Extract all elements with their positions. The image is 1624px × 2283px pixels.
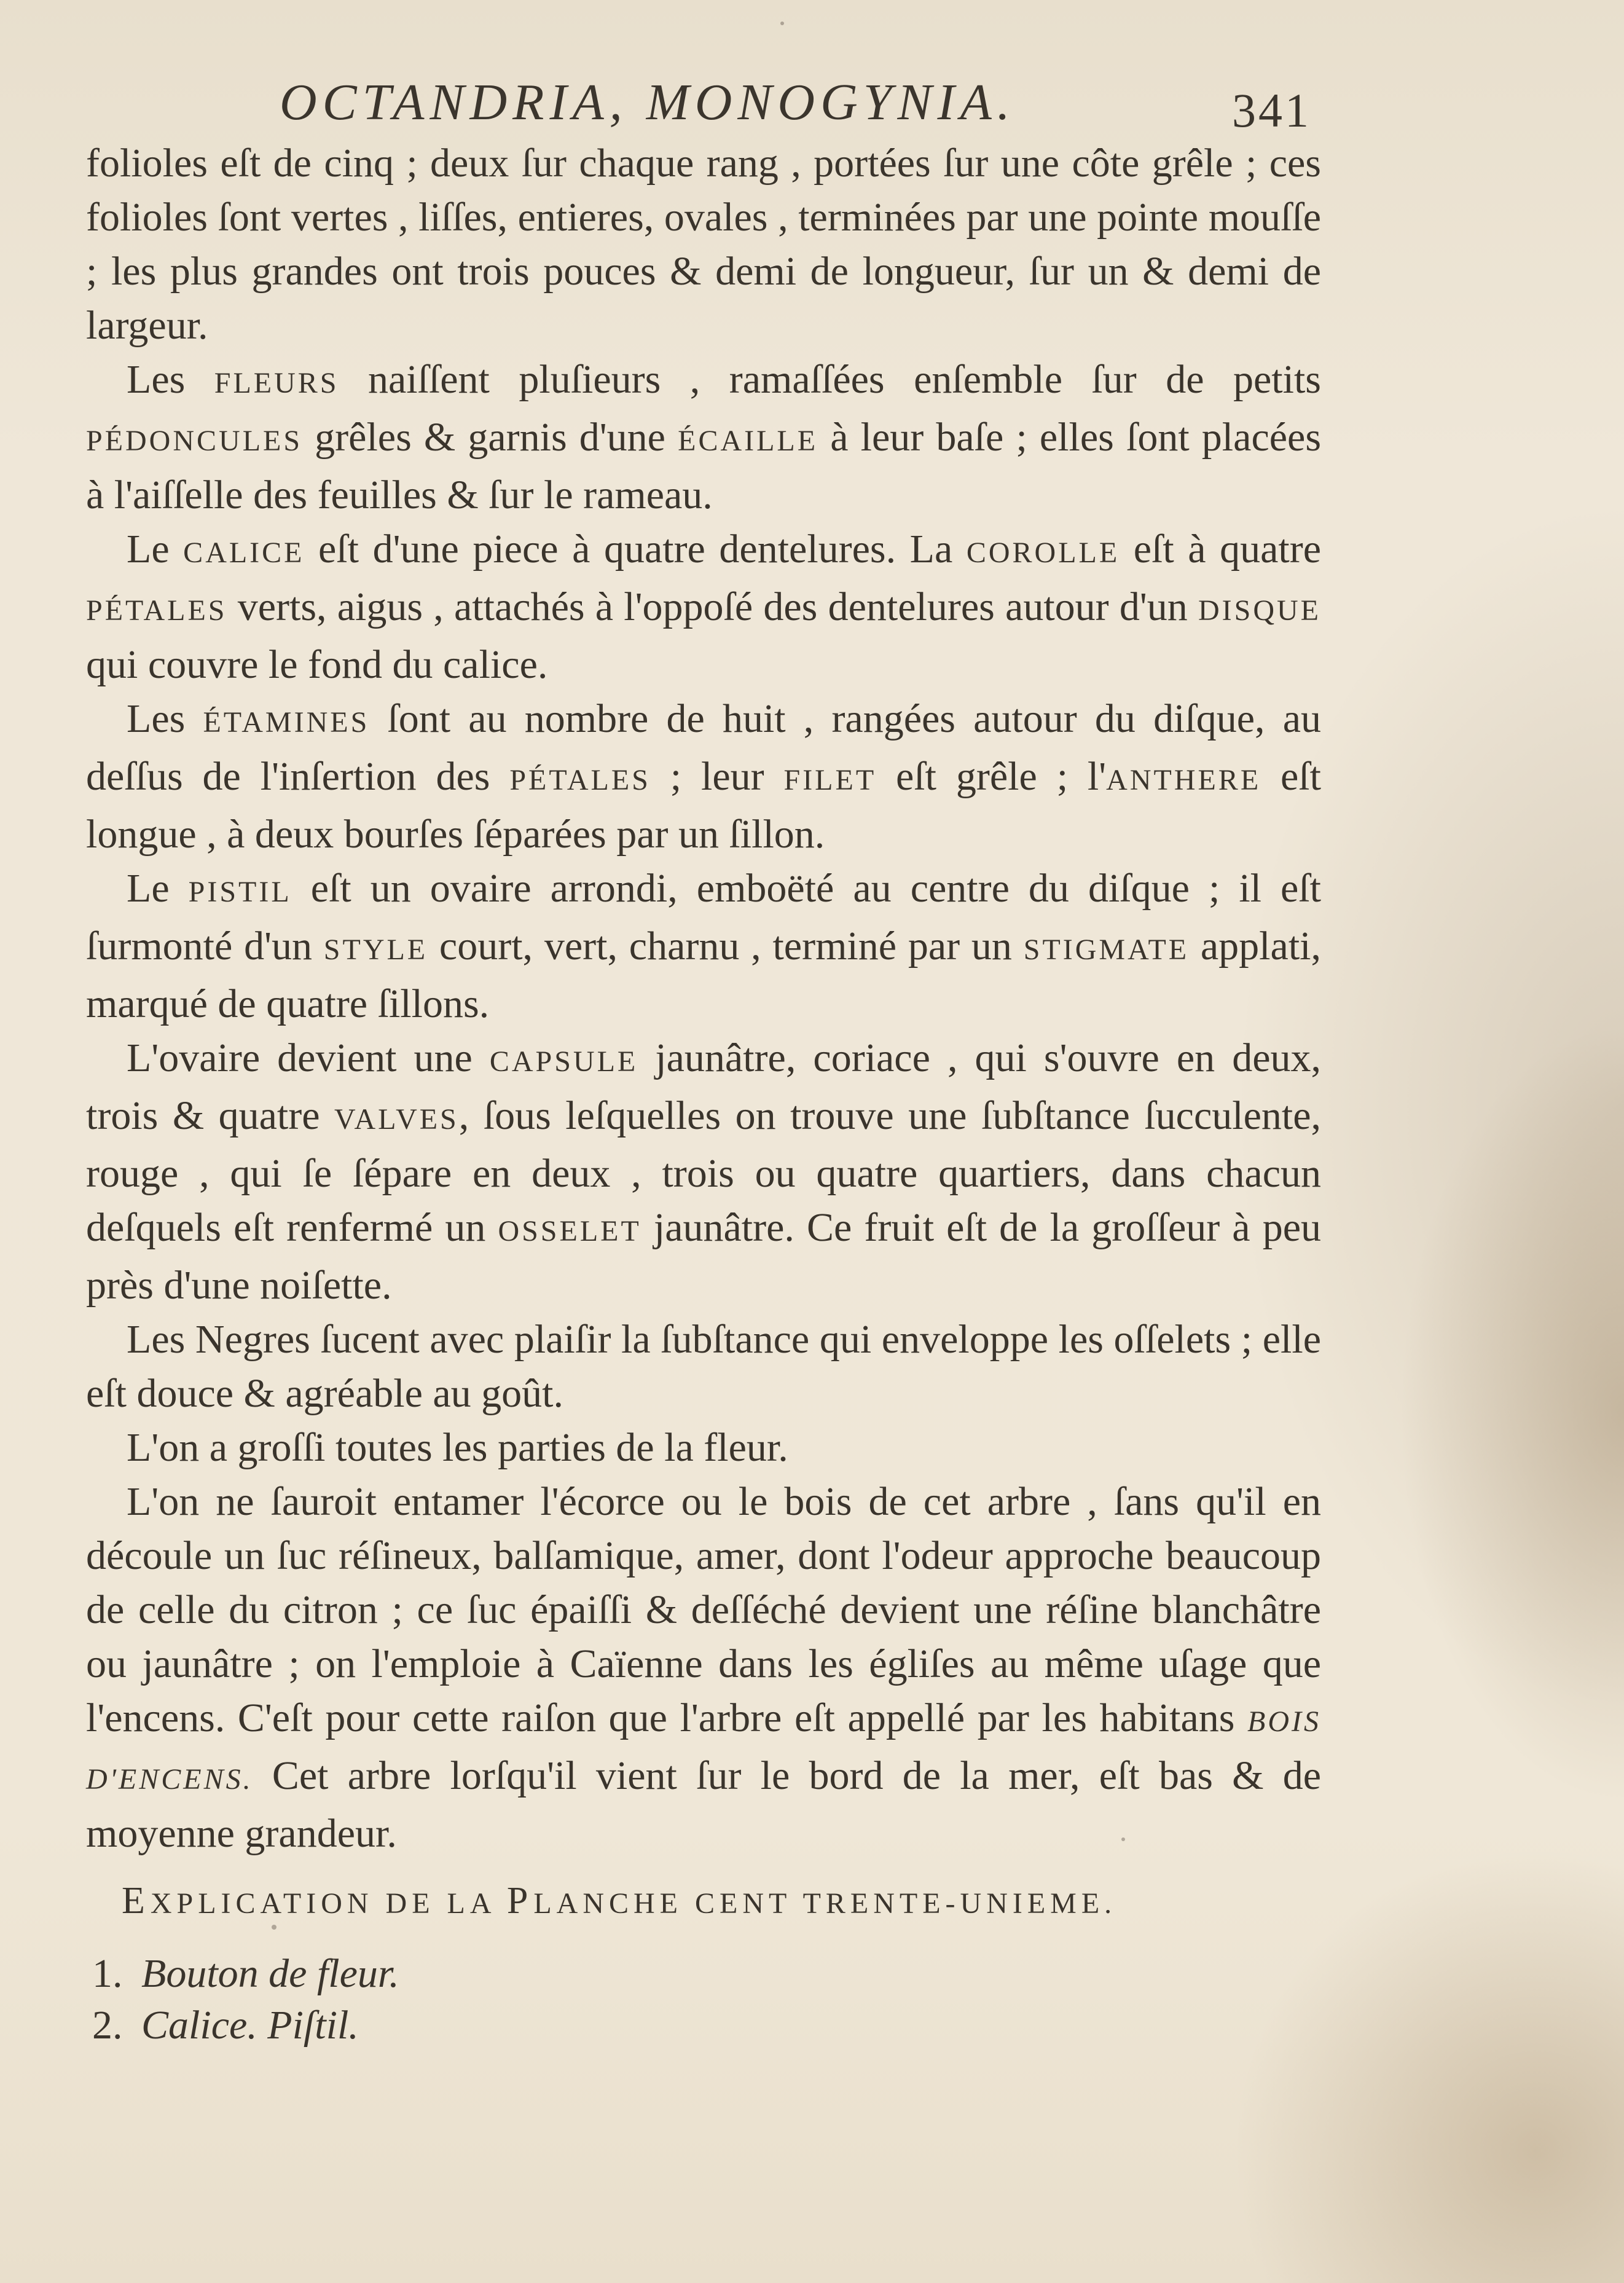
header-title: OCTANDRIA, MONOGYNIA. <box>280 74 1016 131</box>
paragraph-9: L'on ne ſauroit entamer l'écorce ou le bois de cet arbre , ſans qu'il en découle un ſuc réſineux, balſamique, amer, dont l'odeur approche beaucoup de celle du citron ; ce ſuc épaiſſi & deſſéché devient une réſine blanchâtre ou jaunâtre ; on l'emploie à Caïenne dans les égliſes au même uſage que l'encens. C'eſt pour cette raiſon que l'arbre eſt appellé par les habitans BOIS D'ENCENS. Cet arbre lorſqu'il vient ſur le bord de la mer, eſt bas & de moyenne grandeur. <box>86 1479 1321 1856</box>
running-header <box>280 73 1343 134</box>
paper-speck <box>272 1925 277 1930</box>
plate-legend <box>92 1948 830 2051</box>
paragraph-8: L'on a groſſi toutes les parties de la fleur. <box>127 1425 788 1470</box>
body-text <box>86 136 1321 1861</box>
plate-explanation-heading: EXPLICATION DE LA PLANCHE CENT TRENTE-UNIEME. <box>122 1880 1117 1922</box>
paper-speck <box>780 22 784 25</box>
paragraph-5: Le PISTIL eſt un ovaire arrondi, emboëté au centre du diſque ; il eſt ſurmonté d'un STYLE court, vert, charnu , terminé par un STIGMATE applati, marqué de quatre ſillons. <box>86 866 1322 1026</box>
paragraph-6: L'ovaire devient une CAPSULE jaunâtre, coriace , qui s'ouvre en deux, trois & quatre VALVES, ſous leſquelles on trouve une ſubſtance ſucculente, rouge , qui ſe ſépare en deux , trois ou quatre quartiers, dans chacun deſquels eſt renfermé un OSSELET jaunâtre. Ce fruit eſt de la groſſeur à peu près d'une noiſette. <box>86 1035 1322 1308</box>
paragraph-1: folioles eſt de cinq ; deux ſur chaque rang , portées ſur une côte grêle ; ces folioles ſont vertes , liſſes, entieres, ovales , terminées par une pointe mouſſe ; les plus grandes ont trois pouces & demi de longueur, ſur un & demi de largeur. <box>86 141 1321 348</box>
paragraph-3: Le CALICE eſt d'une piece à quatre dentelures. La COROLLE eſt à quatre PÉTALES verts, aigus , attachés à l'oppoſé des dentelures autour d'un DISQUE qui couvre le fond du calice. <box>86 527 1322 687</box>
paper-speck <box>1121 1837 1125 1841</box>
paper-speck <box>1215 1112 1220 1117</box>
page-number: 341 <box>1232 84 1311 137</box>
legend-item: 2. Calice. Piſtil. <box>92 2003 359 2048</box>
paragraph-4: Les ÉTAMINES ſont au nombre de huit , rangées autour du diſque, au deſſus de l'inſertion des PÉTALES ; leur FILET eſt grêle ; l'ANTHERE eſt longue , à deux bourſes ſéparées par un ſillon. <box>86 696 1322 857</box>
legend-item: 1. Bouton de fleur. <box>92 1951 399 1996</box>
paragraph-7: Les Negres ſucent avec plaiſir la ſubſtance qui enveloppe les oſſelets ; elle eſt douce & agréable au goût. <box>86 1317 1321 1416</box>
paragraph-2: Les FLEURS naiſſent pluſieurs , ramaſſées enſemble ſur de petits PÉDONCULES grêles & garnis d'une ÉCAILLE à leur baſe ; elles ſont placées à l'aiſſelle des feuilles & ſur le rameau. <box>86 357 1322 517</box>
